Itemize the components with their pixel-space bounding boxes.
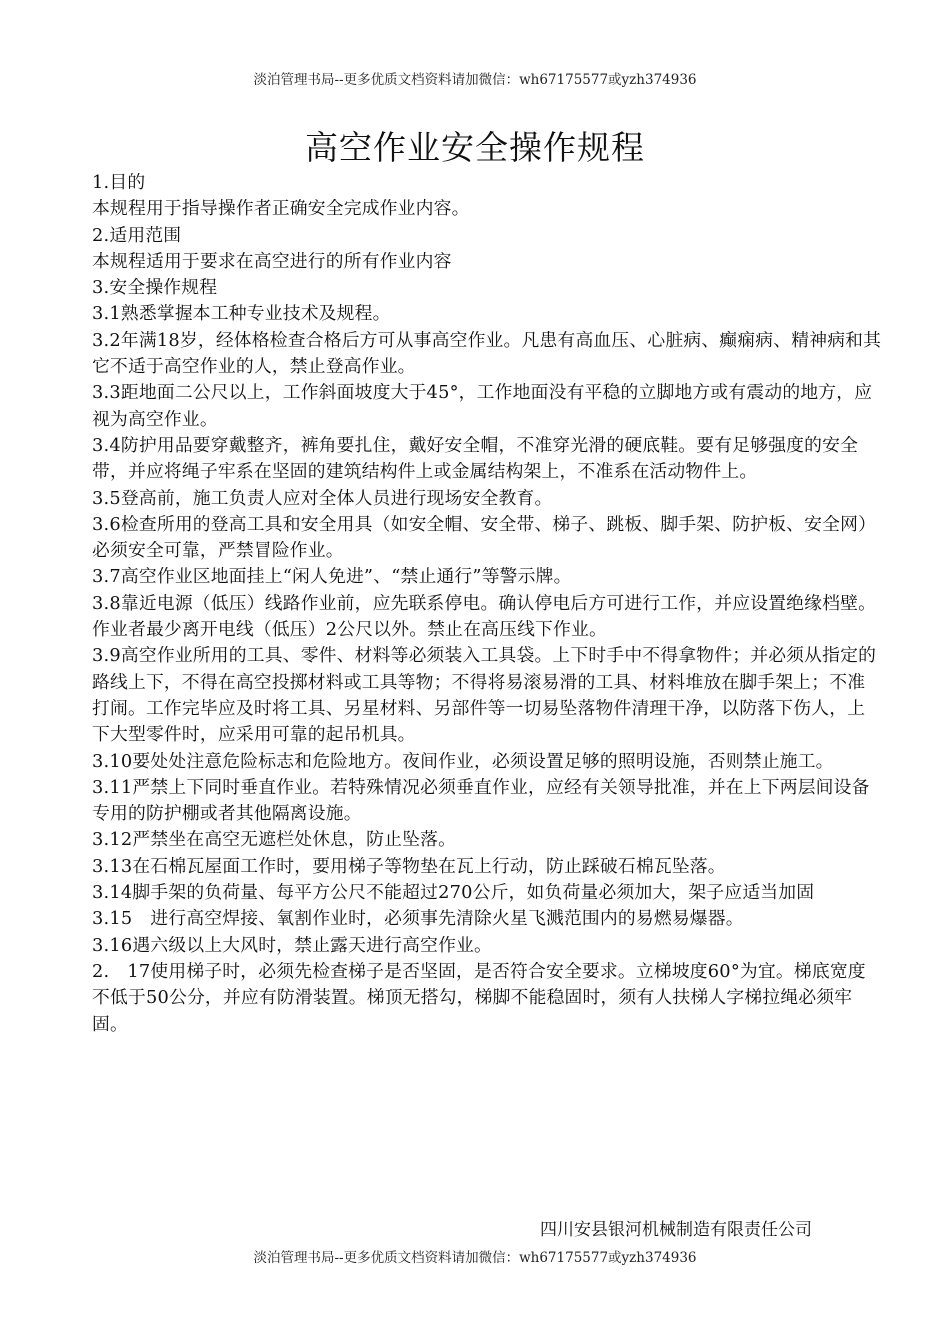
header-note: 淡泊管理书局--更多优质文档资料请加微信：wh67175577或yzh374936: [253, 72, 697, 88]
rule-item: 3.7高空作业区地面挂上“闲人免进”、“禁止通行”等警示牌。: [92, 566, 572, 588]
rule-item: 3.1熟悉掌握本工种专业技术及规程。: [92, 303, 391, 325]
rule-item: 3.8靠近电源（低压）线路作业前，应先联系停电。确认停电后方可进行工作，并应设置绝缘档壁。作业者最少离开电线（低压）2公尺以外。禁止在高压线下作业。: [92, 592, 877, 641]
document-body: [92, 170, 882, 1038]
section-heading-rules: 3.安全操作规程: [92, 277, 218, 299]
section-heading-scope: 2.适用范围: [92, 224, 182, 246]
rule-item: 3.16遇六级以上大风时，禁止露天进行高空作业。: [92, 934, 493, 956]
rule-item: 3.14脚手架的负荷量、每平方公尺不能超过270公斤，如负荷量必须加大，架子应适当加固: [92, 882, 815, 904]
rule-item: 3.5登高前，施工负责人应对全体人员进行现场安全教育。: [92, 487, 553, 509]
rule-item: 3.13在石棉瓦屋面工作时，要用梯子等物垫在瓦上行动，防止踩破石棉瓦坠落。: [92, 855, 726, 877]
company-name: 四川安县银河机械制造有限责任公司: [540, 1220, 812, 1240]
rule-item: 3.10要处处注意危险标志和危险地方。夜间作业，必须设置足够的照明设施，否则禁止施工。: [92, 750, 834, 772]
rule-item: 3.2年满18岁，经体格检查合格后方可从事高空作业。凡患有高血压、心脏病、癫痫病、精神病和其它不适于高空作业的人，禁止登高作业。: [92, 329, 882, 378]
footer-note: 淡泊管理书局--更多优质文档资料请加微信：wh67175577或yzh374936: [253, 1250, 697, 1266]
rule-item: 3.6检查所用的登高工具和安全用具（如安全帽、安全带、梯子、跳板、脚手架、防护板、安全网）必须安全可靠，严禁冒险作业。: [92, 513, 877, 562]
section-heading-purpose: 1.目的: [92, 172, 146, 193]
paragraph: 本规程用于指导操作者正确安全完成作业内容。: [92, 198, 470, 220]
rule-item: 2. 17使用梯子时，必须先检查梯子是否坚固，是否符合安全要求。立梯坡度60°为宜。梯底宽度不低于50公分，并应有防滑装置。梯顶无搭勾，梯脚不能稳固时，须有人扶梯人字梯拉绳必须牢固。: [92, 960, 866, 1035]
rule-item: 3.9高空作业所用的工具、零件、材料等必须装入工具袋。上下时手中不得拿物件；并必须从指定的路线上下，不得在高空投掷材料或工具等物；不得将易滚易滑的工具、材料堆放在脚手架上；不准打闹。工作完毕应及时将工具、另星材料、另部件等一切易坠落物件清理干净，以防落下伤人，上下大型零件时，应采用可靠的起吊机具。: [92, 645, 877, 746]
rule-item: 3.4防护用品要穿戴整齐，裤角要扎住，戴好安全帽，不准穿光滑的硬底鞋。要有足够强度的安全带，并应将绳子牢系在坚固的建筑结构件上或金属结构架上，不准系在活动物件上。: [92, 434, 859, 483]
rule-item: 3.11严禁上下同时垂直作业。若特殊情况必须垂直作业，应经有关领导批准，并在上下两层间设备专用的防护棚或者其他隔离设施。: [92, 776, 870, 825]
rule-item: 3.3距地面二公尺以上，工作斜面坡度大于45°，工作地面没有平稳的立脚地方或有震动的地方，应视为高空作业。: [92, 382, 873, 430]
rule-item: 3.12严禁坐在高空无遮栏处休息，防止坠落。: [92, 829, 457, 851]
document-title: 高空作业安全操作规程: [305, 128, 645, 167]
paragraph: 本规程适用于要求在高空进行的所有作业内容: [92, 250, 452, 272]
rule-item: 3.15 进行高空焊接、氧割作业时，必须事先清除火星飞溅范围内的易燃易爆器。: [92, 908, 744, 930]
